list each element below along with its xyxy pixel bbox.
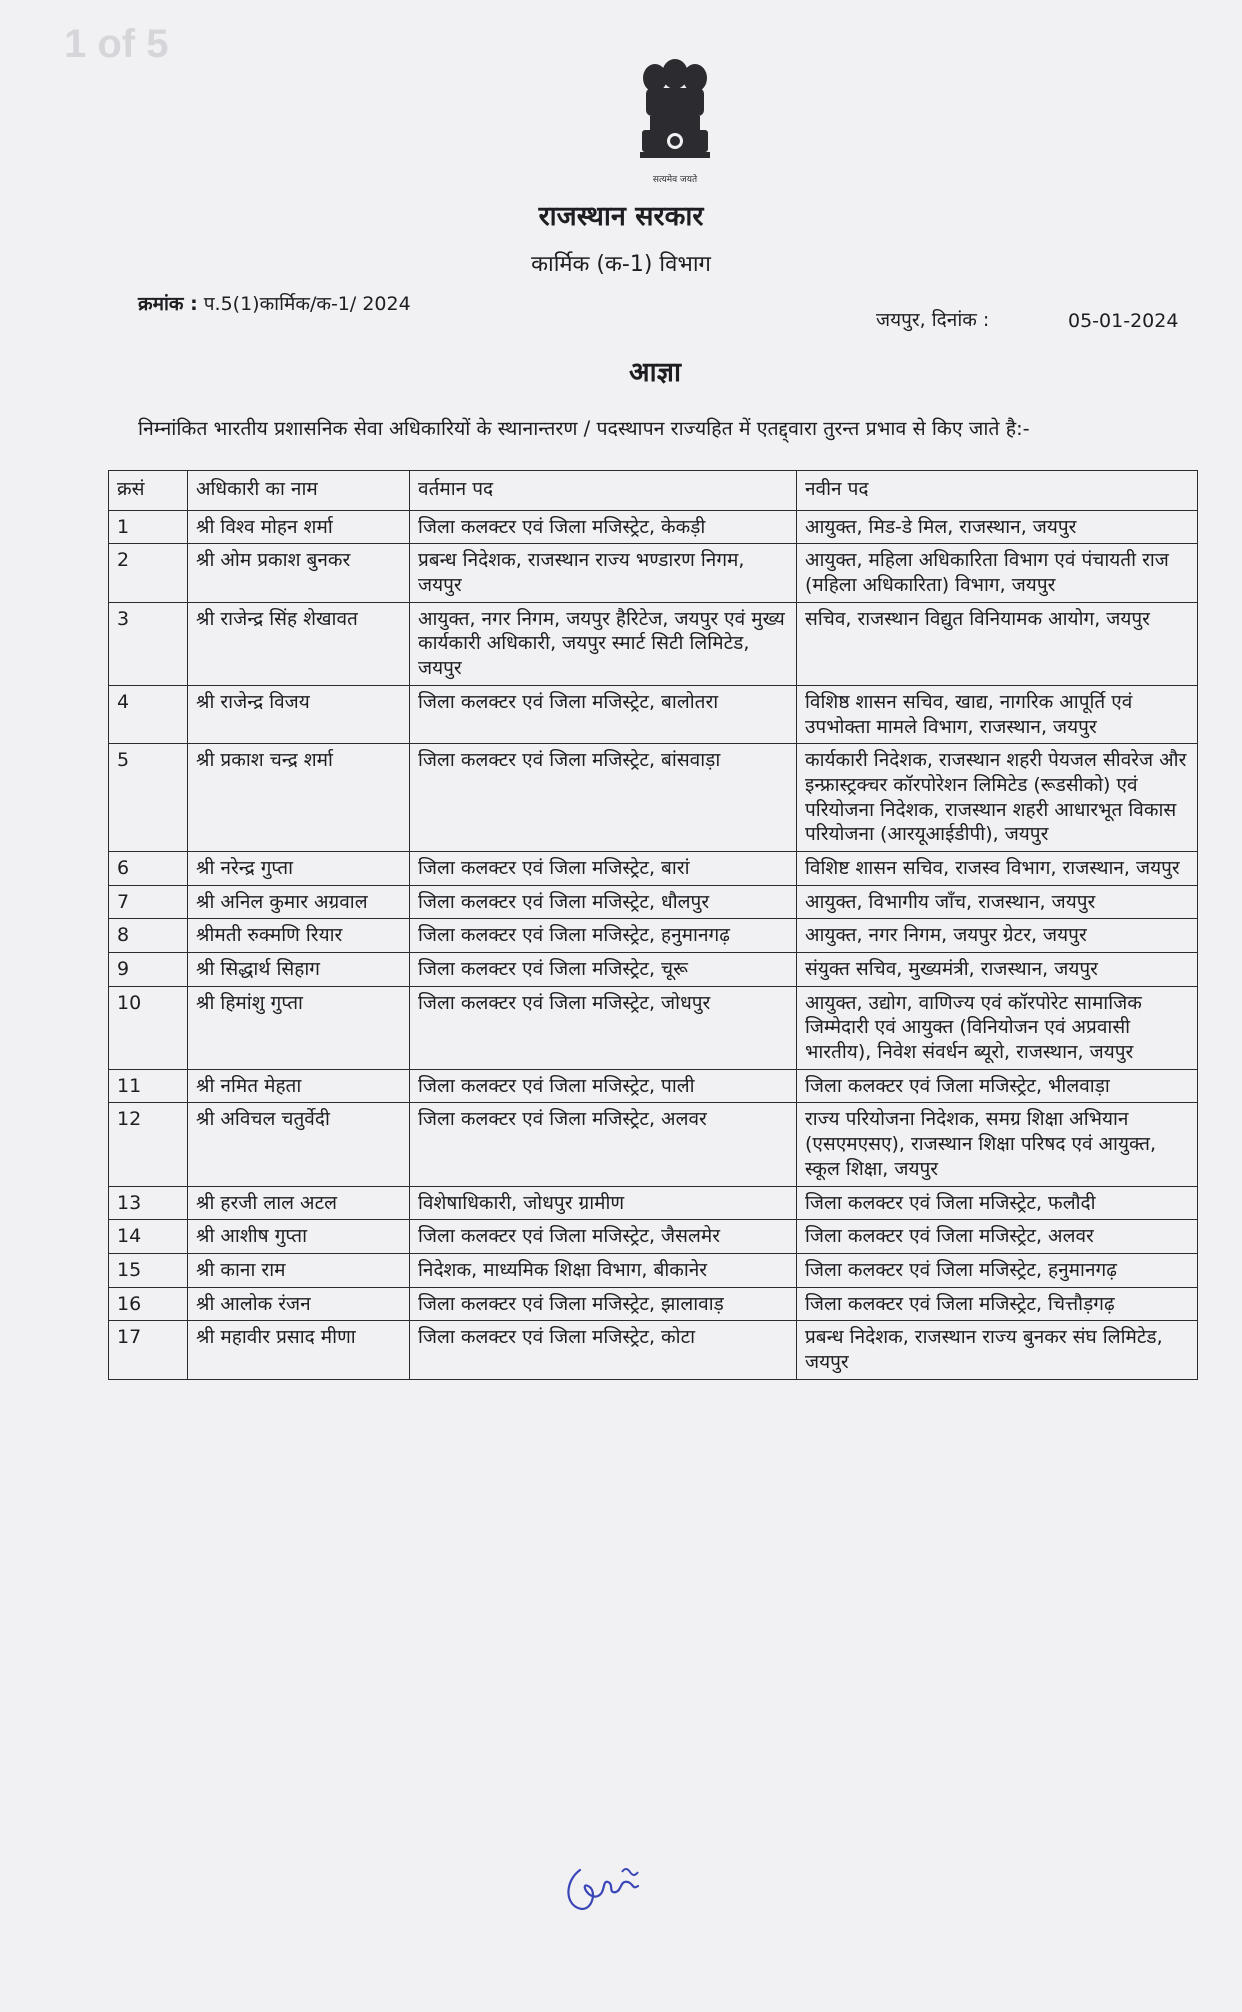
cell-sr: 4 bbox=[109, 685, 188, 743]
cell-current-post: जिला कलक्टर एवं जिला मजिस्ट्रेट, बांसवाड़ा bbox=[410, 744, 797, 852]
cell-current-post: आयुक्त, नगर निगम, जयपुर हैरिटेज, जयपुर एवं मुख्य कार्यकारी अधिकारी, जयपुर स्मार्ट सिटी लिमिटेड, जयपुर bbox=[410, 602, 797, 685]
cell-current-post: जिला कलक्टर एवं जिला मजिस्ट्रेट, झालावाड़ bbox=[410, 1287, 797, 1321]
place-date-label: जयपुर, दिनांक : bbox=[876, 309, 990, 331]
cell-sr: 11 bbox=[109, 1069, 188, 1103]
table-row bbox=[109, 685, 1198, 743]
cell-new-post: विशिष्ट शासन सचिव, राजस्व विभाग, राजस्थान, जयपुर bbox=[797, 851, 1198, 885]
cell-officer-name: श्रीमती रुक्मणि रियार bbox=[188, 919, 410, 953]
cell-officer-name: श्री प्रकाश चन्द्र शर्मा bbox=[188, 744, 410, 852]
cell-officer-name: श्री अविचल चतुर्वेदी bbox=[188, 1103, 410, 1186]
cell-sr: 9 bbox=[109, 953, 188, 987]
cell-new-post: जिला कलक्टर एवं जिला मजिस्ट्रेट, चित्तौड़गढ़ bbox=[797, 1287, 1198, 1321]
cell-officer-name: श्री राजेन्द्र विजय bbox=[188, 685, 410, 743]
table-row bbox=[109, 1186, 1198, 1220]
transfer-table bbox=[108, 470, 1198, 1380]
cell-new-post: आयुक्त, महिला अधिकारिता विभाग एवं पंचायती राज (महिला अधिकारिता) विभाग, जयपुर bbox=[797, 544, 1198, 602]
order-date: 05-01-2024 bbox=[1068, 310, 1179, 332]
table-row bbox=[109, 1103, 1198, 1186]
table-row bbox=[109, 1321, 1198, 1379]
cell-new-post: प्रबन्ध निदेशक, राजस्थान राज्य बुनकर संघ लिमिटेड, जयपुर bbox=[797, 1321, 1198, 1379]
cell-new-post: आयुक्त, विभागीय जाँच, राजस्थान, जयपुर bbox=[797, 885, 1198, 919]
cell-sr: 3 bbox=[109, 602, 188, 685]
cell-new-post: विशिष्ठ शासन सचिव, खाद्य, नागरिक आपूर्ति एवं उपभोक्ता मामले विभाग, राजस्थान, जयपुर bbox=[797, 685, 1198, 743]
cell-officer-name: श्री आलोक रंजन bbox=[188, 1287, 410, 1321]
table-row bbox=[109, 1287, 1198, 1321]
cell-officer-name: श्री अनिल कुमार अग्रवाल bbox=[188, 885, 410, 919]
cell-sr: 2 bbox=[109, 544, 188, 602]
intro-text: निम्नांकित भारतीय प्रशासनिक सेवा अधिकारियों के स्थानान्तरण / पदस्थापन राज्यहित में एतद्द्वारा तुरन्त प्रभाव से किए जाते है:- bbox=[138, 417, 1030, 440]
cell-new-post: आयुक्त, नगर निगम, जयपुर ग्रेटर, जयपुर bbox=[797, 919, 1198, 953]
cell-current-post: जिला कलक्टर एवं जिला मजिस्ट्रेट, बारां bbox=[410, 851, 797, 885]
cell-sr: 14 bbox=[109, 1220, 188, 1254]
cell-new-post: राज्य परियोजना निदेशक, समग्र शिक्षा अभियान (एसएमएसए), राजस्थान शिक्षा परिषद एवं आयुक्त, स्कूल शिक्षा, जयपुर bbox=[797, 1103, 1198, 1186]
cell-current-post: जिला कलक्टर एवं जिला मजिस्ट्रेट, बालोतरा bbox=[410, 685, 797, 743]
table-row bbox=[109, 544, 1198, 602]
table-row bbox=[109, 885, 1198, 919]
table-row bbox=[109, 602, 1198, 685]
cell-sr: 15 bbox=[109, 1253, 188, 1287]
table-row bbox=[109, 744, 1198, 852]
cell-sr: 8 bbox=[109, 919, 188, 953]
cell-sr: 7 bbox=[109, 885, 188, 919]
cell-new-post: जिला कलक्टर एवं जिला मजिस्ट्रेट, अलवर bbox=[797, 1220, 1198, 1254]
cell-new-post: सचिव, राजस्थान विद्युत विनियामक आयोग, जयपुर bbox=[797, 602, 1198, 685]
order-number bbox=[138, 290, 411, 316]
cell-sr: 17 bbox=[109, 1321, 188, 1379]
cell-new-post: जिला कलक्टर एवं जिला मजिस्ट्रेट, फलौदी bbox=[797, 1186, 1198, 1220]
cell-new-post: जिला कलक्टर एवं जिला मजिस्ट्रेट, हनुमानगढ़ bbox=[797, 1253, 1198, 1287]
cell-sr: 6 bbox=[109, 851, 188, 885]
cell-officer-name: श्री विश्व मोहन शर्मा bbox=[188, 510, 410, 544]
government-name: राजस्थान सरकार bbox=[538, 201, 704, 232]
cell-officer-name: श्री हिमांशु गुप्ता bbox=[188, 986, 410, 1069]
cell-current-post: जिला कलक्टर एवं जिला मजिस्ट्रेट, कोटा bbox=[410, 1321, 797, 1379]
cell-sr: 1 bbox=[109, 510, 188, 544]
cell-officer-name: श्री सिद्धार्थ सिहाग bbox=[188, 953, 410, 987]
cell-new-post: आयुक्त, मिड-डे मिल, राजस्थान, जयपुर bbox=[797, 510, 1198, 544]
table-row bbox=[109, 1069, 1198, 1103]
department-name: कार्मिक (क-1) विभाग bbox=[531, 252, 711, 277]
cell-current-post: जिला कलक्टर एवं जिला मजिस्ट्रेट, अलवर bbox=[410, 1103, 797, 1186]
cell-officer-name: श्री राजेन्द्र सिंह शेखावत bbox=[188, 602, 410, 685]
cell-current-post: जिला कलक्टर एवं जिला मजिस्ट्रेट, जोधपुर bbox=[410, 986, 797, 1069]
cell-current-post: जिला कलक्टर एवं जिला मजिस्ट्रेट, पाली bbox=[410, 1069, 797, 1103]
emblem-motto: सत्यमेव जयते bbox=[652, 175, 698, 185]
table-row bbox=[109, 986, 1198, 1069]
cell-current-post: जिला कलक्टर एवं जिला मजिस्ट्रेट, जैसलमेर bbox=[410, 1220, 797, 1254]
cell-current-post: जिला कलक्टर एवं जिला मजिस्ट्रेट, हनुमानगढ़ bbox=[410, 919, 797, 953]
cell-officer-name: श्री नरेन्द्र गुप्ता bbox=[188, 851, 410, 885]
cell-current-post: विशेषाधिकारी, जोधपुर ग्रामीण bbox=[410, 1186, 797, 1220]
cell-sr: 12 bbox=[109, 1103, 188, 1186]
cell-officer-name: श्री काना राम bbox=[188, 1253, 410, 1287]
table-row bbox=[109, 1220, 1198, 1254]
cell-officer-name: श्री महावीर प्रसाद मीणा bbox=[188, 1321, 410, 1379]
table-row bbox=[109, 510, 1198, 544]
table-row bbox=[109, 851, 1198, 885]
cell-current-post: जिला कलक्टर एवं जिला मजिस्ट्रेट, चूरू bbox=[410, 953, 797, 987]
cell-officer-name: श्री आशीष गुप्ता bbox=[188, 1220, 410, 1254]
order-number-label: क्रमांक : bbox=[138, 293, 198, 315]
cell-officer-name: श्री नमित मेहता bbox=[188, 1069, 410, 1103]
table-row bbox=[109, 1253, 1198, 1287]
header-current-post: वर्तमान पद bbox=[410, 471, 797, 511]
table-row bbox=[109, 953, 1198, 987]
cell-sr: 16 bbox=[109, 1287, 188, 1321]
cell-officer-name: श्री ओम प्रकाश बुनकर bbox=[188, 544, 410, 602]
page-indicator: 1 of 5 bbox=[64, 22, 169, 66]
table-header-row bbox=[109, 471, 1198, 511]
cell-current-post: प्रबन्ध निदेशक, राजस्थान राज्य भण्डारण निगम, जयपुर bbox=[410, 544, 797, 602]
cell-current-post: जिला कलक्टर एवं जिला मजिस्ट्रेट, केकड़ी bbox=[410, 510, 797, 544]
cell-sr: 5 bbox=[109, 744, 188, 852]
header-name: अधिकारी का नाम bbox=[188, 471, 410, 511]
table-row bbox=[109, 919, 1198, 953]
cell-sr: 10 bbox=[109, 986, 188, 1069]
cell-officer-name: श्री हरजी लाल अटल bbox=[188, 1186, 410, 1220]
cell-new-post: जिला कलक्टर एवं जिला मजिस्ट्रेट, भीलवाड़ा bbox=[797, 1069, 1198, 1103]
order-number-value: प.5(1)कार्मिक/क-1/ 2024 bbox=[203, 293, 411, 315]
cell-current-post: जिला कलक्टर एवं जिला मजिस्ट्रेट, धौलपुर bbox=[410, 885, 797, 919]
state-emblem-icon bbox=[630, 58, 720, 198]
signature bbox=[558, 1850, 648, 1920]
order-title: आज्ञा bbox=[629, 357, 681, 388]
cell-new-post: संयुक्त सचिव, मुख्यमंत्री, राजस्थान, जयपुर bbox=[797, 953, 1198, 987]
header-new-post: नवीन पद bbox=[797, 471, 1198, 511]
cell-new-post: कार्यकारी निदेशक, राजस्थान शहरी पेयजल सीवरेज और इन्फ्रास्ट्रक्चर कॉरपोरेशन लिमिटेड (रूडसीको) एवं परियोजना निदेशक, राजस्थान शहरी आधारभूत विकास परियोजना (आरयूआईडीपी), जयपुर bbox=[797, 744, 1198, 852]
cell-current-post: निदेशक, माध्यमिक शिक्षा विभाग, बीकानेर bbox=[410, 1253, 797, 1287]
header-sr: क्रसं bbox=[109, 471, 188, 511]
cell-new-post: आयुक्त, उद्योग, वाणिज्य एवं कॉरपोरेट सामाजिक जिम्मेदारी एवं आयुक्त (विनियोजन एवं अप्रवासी भारतीय), निवेश संवर्धन ब्यूरो, राजस्थान, जयपुर bbox=[797, 986, 1198, 1069]
cell-sr: 13 bbox=[109, 1186, 188, 1220]
